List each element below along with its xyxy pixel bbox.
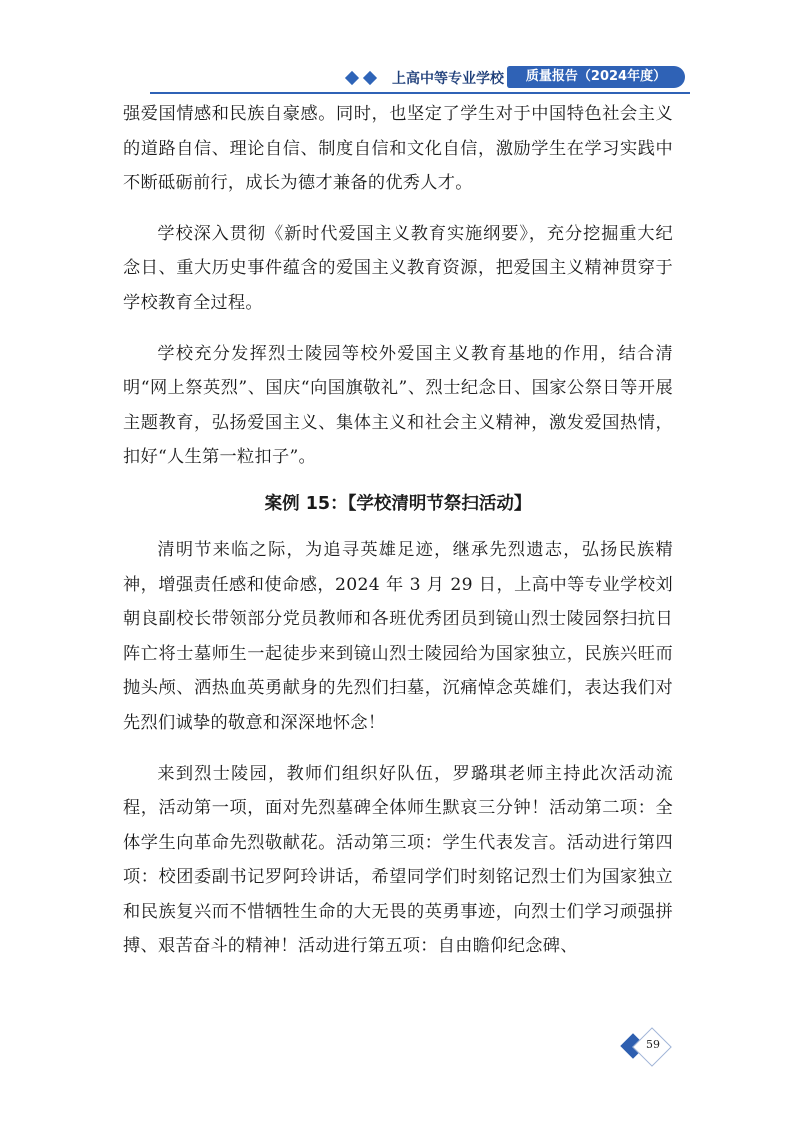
page-body: [123, 97, 673, 980]
paragraph: 学校充分发挥烈士陵园等校外爱国主义教育基地的作用，结合清明“网上祭英烈”、国庆“向国旗敬礼”、烈士纪念日、国家公祭日等开展主题教育，弘扬爱国主义、集体主义和社会主义精神，激发爱国热情，扣好“人生第一粒扣子”。: [123, 343, 673, 468]
paragraph: 学校深入贯彻《新时代爱国主义教育实施纲要》，充分挖掘重大纪念日、重大历史事件蕴含的爱国主义教育资源，把爱国主义精神贯穿于学校教育全过程。: [123, 223, 673, 313]
diamond-icon: [345, 71, 359, 85]
header-diamonds: [345, 70, 389, 86]
page-header: [150, 66, 690, 90]
diamond-icon: [363, 71, 377, 85]
case-paragraph: 来到烈士陵园，教师们组织好队伍，罗璐琪老师主持此次活动流程，活动第一项，面对先烈墓碑全体师生默哀三分钟！活动第二项：全体学生向革命先烈敬献花。活动第三项：学生代表发言。活动进行第四项：校团委副书记罗阿玲讲话，希望同学们时刻铭记烈士们为国家独立和民族复兴而不惜牺牲生命的大无畏的英勇事迹，向烈士们学习顽强拼搏、艰苦奋斗的精神！活动进行第五项：自由瞻仰纪念碑、: [123, 763, 673, 957]
page-number-badge: [622, 1031, 686, 1065]
page-number: 59: [646, 1038, 660, 1051]
case-title: 案例 15：【学校清明节祭扫活动】: [264, 493, 532, 514]
school-name: 上高中等专业学校: [392, 71, 504, 87]
report-label: 质量报告（2024年度）: [507, 66, 685, 88]
paragraph-continued: 强爱国情感和民族自豪感。同时，也坚定了学生对于中国特色社会主义的道路自信、理论自信、制度自信和文化自信，激励学生在学习实践中不断砥砺前行，成长为德才兼备的优秀人才。: [123, 104, 673, 194]
header-rule: [150, 92, 690, 94]
case-paragraph: 清明节来临之际，为追寻英雄足迹，继承先烈遗志，弘扬民族精神，增强责任感和使命感，2024 年 3 月 29 日，上高中等专业学校刘朝良副校长带领部分党员教师和各班优秀团员到镜山烈士陵园祭扫抗日阵亡将士墓师生一起徒步来到镜山烈士陵园给为国家独立，民族兴旺而抛头颅、洒热血英勇献身的先烈们扫墓，沉痛悼念英雄们，表达我们对先烈们诚挚的敬意和深深地怀念！: [123, 539, 673, 733]
